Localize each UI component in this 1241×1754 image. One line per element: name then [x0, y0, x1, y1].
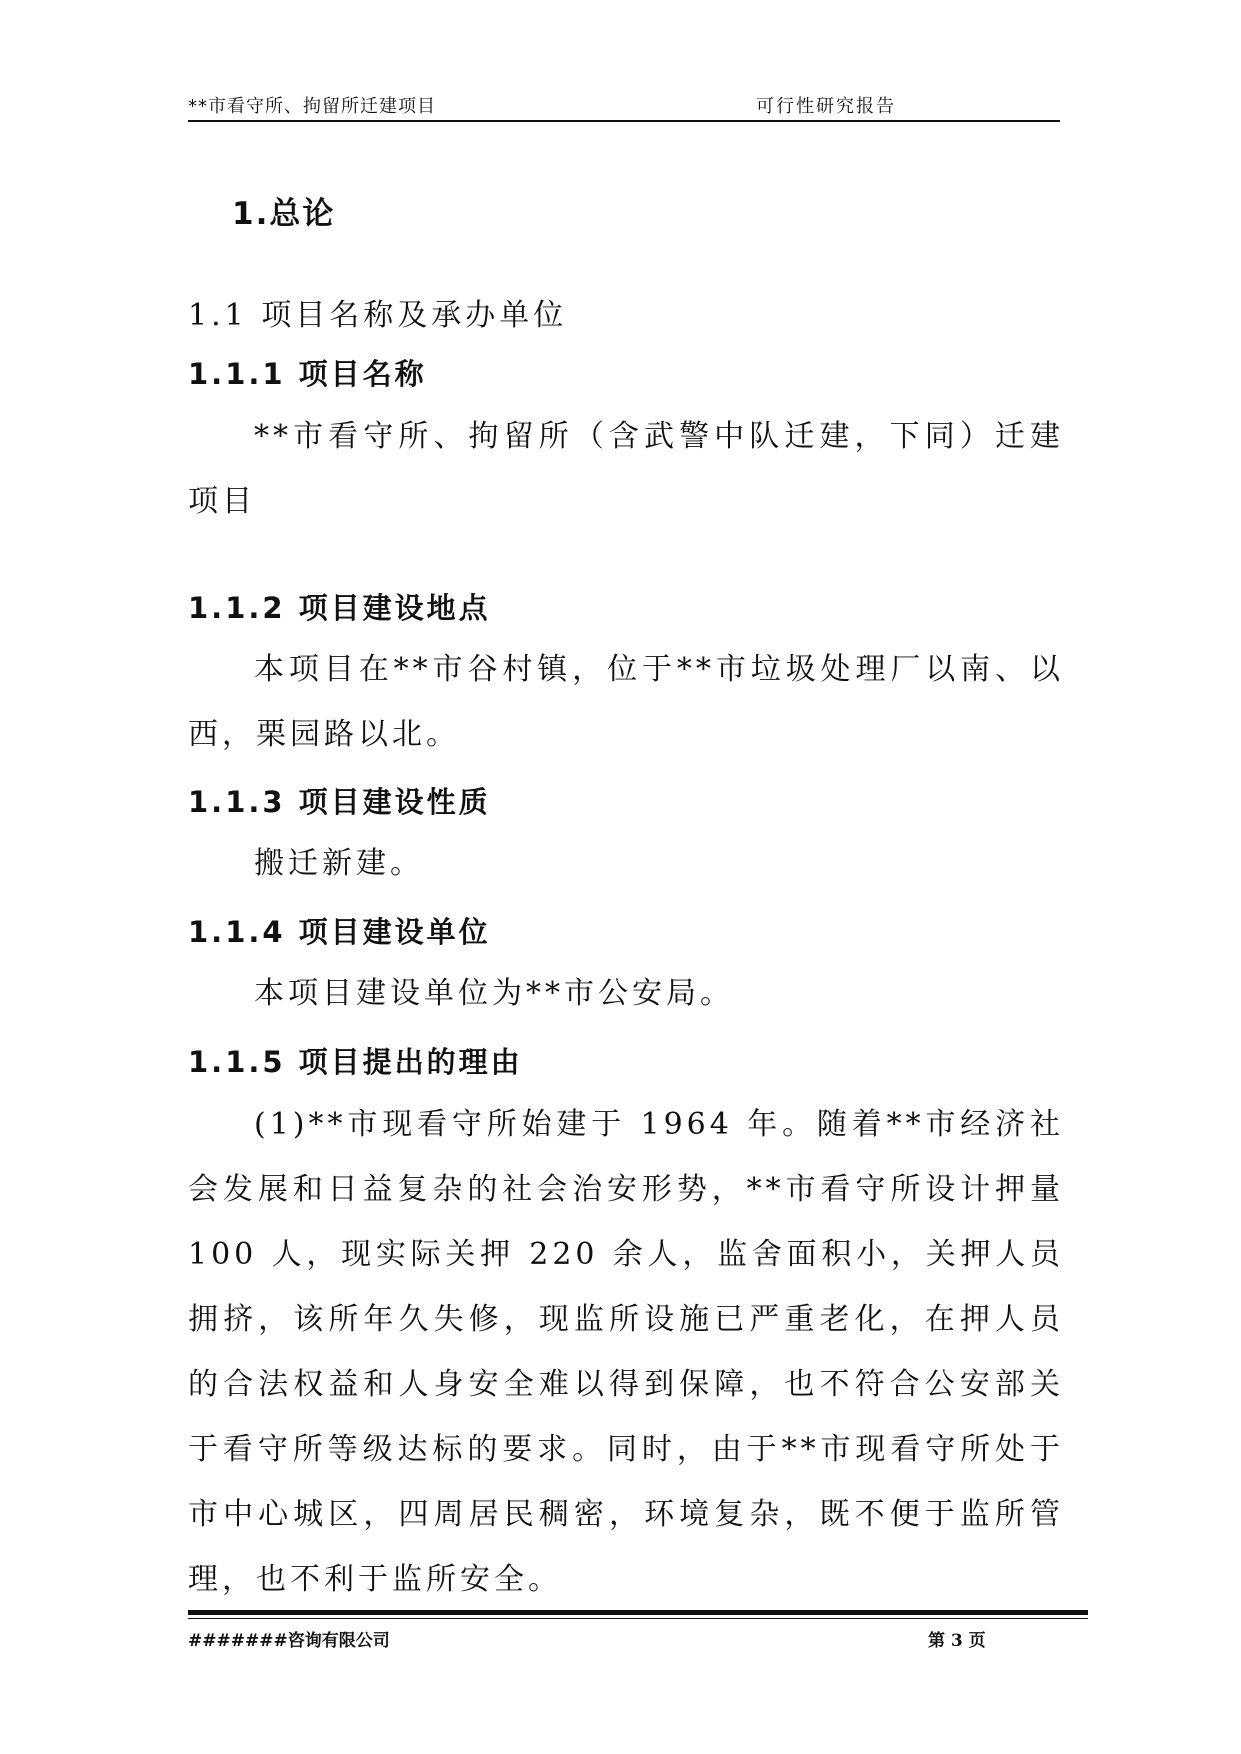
paragraph-nature: 搬迁新建。 [254, 846, 424, 881]
paragraph-reasons: (1)**市现看守所始建于 1964 年。随着**市经济社会发展和日益复杂的社会治安形势，**市看守所设计押量 100 人，现实际关押 220 余人，监舍面积小，关押人员拥挤，该所年久失修，现监所设施已严重老化，在押人员的合法权益和人身安全难以得到保障，也不符合公安部关于看守所等级达标的要求。同时，由于**市现看守所处于市中心城区，四周居民稠密，环境复杂，既不便于监所管理，也不利于监所安全。 [188, 1107, 1064, 1597]
footer-rule-thin [188, 1618, 1088, 1619]
paragraph-project-name: **市看守所、拘留所（含武警中队迁建，下同）迁建项目 [188, 419, 1064, 519]
header-report-type: 可行性研究报告 [756, 96, 896, 117]
footer-rule-thick [188, 1610, 1088, 1615]
footer-company: #######咨询有限公司 [188, 1631, 390, 1651]
chapter-title: 1.总论 [232, 196, 336, 232]
subsection-heading-nature: 1.1.3 项目建设性质 [188, 785, 491, 819]
section-title: 1.1 项目名称及承办单位 [188, 298, 568, 333]
subsection-heading-reasons: 1.1.5 项目提出的理由 [188, 1045, 523, 1079]
footer-page-number: 第 3 页 [928, 1631, 986, 1651]
subsection-heading-unit: 1.1.4 项目建设单位 [188, 915, 491, 949]
paragraph-location: 本项目在**市谷村镇，位于**市垃圾处理厂以南、以西，栗园路以北。 [188, 652, 1064, 752]
subsection-heading-location: 1.1.2 项目建设地点 [188, 591, 491, 625]
subsection-heading-project-name: 1.1.1 项目名称 [188, 357, 427, 391]
header-project-title: **市看守所、拘留所迁建项目 [188, 96, 436, 117]
paragraph-unit: 本项目建设单位为**市公安局。 [254, 976, 734, 1011]
page-header [188, 86, 1060, 122]
